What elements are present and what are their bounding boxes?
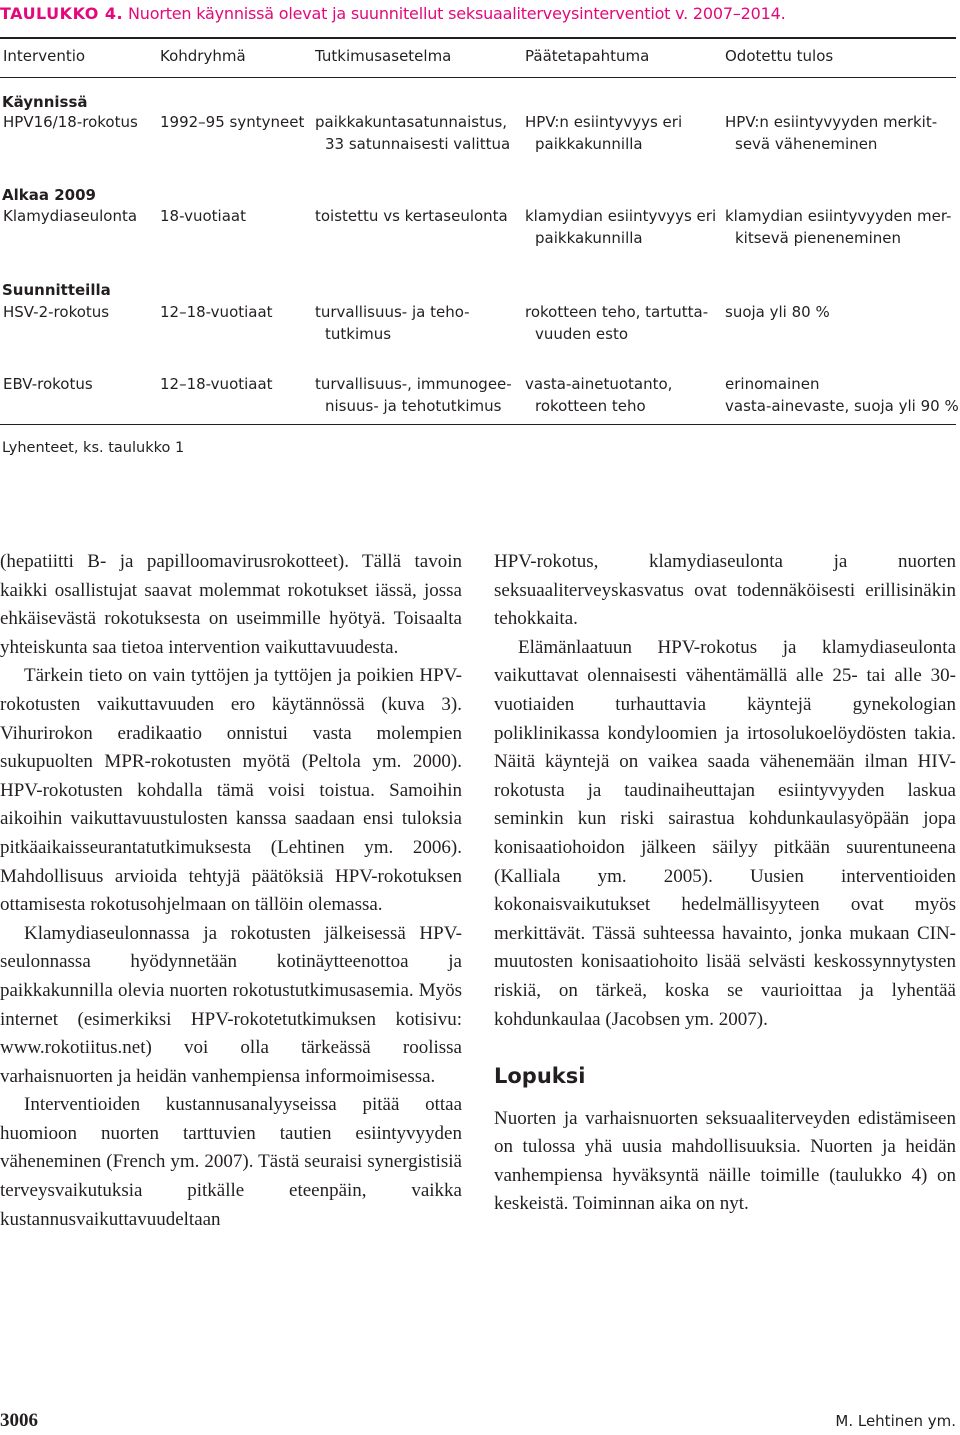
paragraph: Klamydiaseulonnassa ja rokotusten jälkeisessä HPV-seulonnassa hyödynnetään kotinäytteenottoa ja paikkakunnilla olevia nuorten rokotustutkimusasemia. Myös internet (esimerkiksi HPV-rokotetutkimuksen kotisivu: www.rokotiitus.net) voi olla tärkeässä roolissa varhaisnuorten ja heidän vanhempiensa informoimisessa. [0, 922, 462, 1087]
body-column-right [494, 548, 956, 1219]
table-cell: klamydian esiintyvyys eri paikkakunnilla [525, 207, 717, 247]
table-top-rule [0, 37, 956, 39]
group-title: Suunnitteilla [2, 281, 111, 299]
table-footnote: Lyhenteet, ks. taulukko 1 [2, 440, 185, 456]
table-cell: toistettu vs kertaseulonta [315, 207, 508, 225]
table-cell: Klamydiaseulonta [3, 207, 138, 225]
table-caption-label: TAULUKKO 4. [0, 4, 124, 23]
body-column-left [0, 548, 462, 1234]
header-interventio: Interventio [3, 47, 86, 65]
running-author: M. Lehtinen ym. [835, 1412, 956, 1430]
table-cell: suoja yli 80 % [725, 303, 830, 321]
table-cell: HPV:n esiintyvyys eri paikkakunnilla [525, 113, 683, 153]
table-cell: paikkakuntasatunnaistus, 33 satunnaisesti valittua [315, 113, 511, 153]
section-heading: Lopuksi [494, 1064, 586, 1089]
paragraph: (hepatiitti B- ja papilloomavirusrokotteet). Tällä tavoin kaikki osallistujat saavat molemmat rokotukset iässä, jossa ehkäisevästä rokotuksesta on useimmille hyötyä. Toisaalta yhteiskunta saa tietoa intervention vaikuttavuudesta. [0, 551, 462, 658]
table-cell: 12–18-vuotiaat [160, 375, 273, 393]
table-header-rule [0, 77, 956, 78]
table-bottom-rule [0, 424, 956, 425]
table-cell: erinomainen vasta-ainevaste, suoja yli 90 % [725, 375, 959, 415]
table-cell: HPV16/18-rokotus [3, 113, 138, 131]
table-cell: turvallisuus-, immunogee- nisuus- ja tehotutkimus [315, 375, 512, 415]
paragraph: Tärkein tieto on vain tyttöjen ja tyttöjen ja poikien HPV-rokotusten vaikuttavuuden ero käytännössä (kuva 3). Vihurirokon eradikaatio onnistui vasta molempien sukupuolten MPR-rokotusten myötä (Peltola ym. 2000). HPV-rokotusten kohdalla tämä voisi toistua. Samoihin aikoihin vaikuttavuustulosten kanssa saadaan ensi tuloksia pitkäaikaisseurantatutkimuksesta (Lehtinen ym. 2006). Mahdollisuus arvioida tehtyjä päätöksiä HPV-rokotuksen ottamisesta rokotusohjelmaan on tällöin olemassa. [0, 665, 462, 916]
table-cell: EBV-rokotus [3, 375, 93, 393]
table-cell: 12–18-vuotiaat [160, 303, 273, 321]
table-cell: HSV-2-rokotus [3, 303, 110, 321]
table-cell: turvallisuus- ja teho- tutkimus [315, 303, 470, 343]
table-cell: 1992–95 syntyneet [160, 113, 305, 131]
table-cell: rokotteen teho, tartutta- vuuden esto [525, 303, 709, 343]
table-cell: 18-vuotiaat [160, 207, 246, 225]
paragraph: HPV-rokotus, klamydiaseulonta ja nuorten seksuaaliterveyskasvatus ovat todennäköisesti erillisinäkin tehokkaita. [494, 551, 956, 630]
header-tutkimusasetelma: Tutkimusasetelma [315, 47, 452, 65]
header-kohderyhma: Kohdryhmä [160, 47, 246, 65]
paragraph: Interventioiden kustannusanalyyseissa pitää ottaa huomioon nuorten tarttuvien tautien esiintyvyyden väheneminen (French ym. 2007). Tästä seuraisi synergistisiä terveysvaikutuksia pitkälle eteenpäin, vaikka kustannusvaikuttavuudeltaan [0, 1094, 462, 1230]
table-caption-text: Nuorten käynnissä olevat ja suunnitellut seksuaaliterveysinterventiot v. 2007–2014. [123, 4, 786, 23]
paragraph: Elämänlaatuun HPV-rokotus ja klamydiaseulonta vaikuttavat olennaisesti vähentämällä alle 25- tai alle 30-vuotiaiden turhauttavia käyntejä gynekologian poliklinikassa kondyloomien ja irtosolukoelöydösten takia. Näitä käyntejä on vaikea saada vähenemään ilman HIV-rokotusta ja taudinaiheuttajan esiintyvyyden laskua seminkin kun riski sairastua kohdunkaulasyöpään jopa konisaatiohoidon jälkeen säilyy pitkään suurentuneena (Kalliala ym. 2005). Uusien interventioiden kokonaisvaikutukset hedelmällisyyteen ovat myös merkittävät. Tässä suhteessa havainto, jonka mukaan CIN-muutosten konisaatiohoito lisää selvästi keskossynnytysten riskiä, on tärkeä, koska se vaurioittaa ja lyhentää kohdunkaulaa (Jacobsen ym. 2007). [494, 636, 956, 1030]
header-odotettu-tulos: Odotettu tulos [725, 47, 834, 65]
table-cell: HPV:n esiintyvyyden merkit- sevä väheneminen [725, 113, 938, 153]
group-title: Alkaa 2009 [2, 186, 96, 204]
table-cell: vasta-ainetuotanto, rokotteen teho [525, 375, 673, 415]
page-number: 3006 [0, 1410, 38, 1431]
group-title: Käynnissä [2, 93, 88, 111]
header-paatetapahtuma: Päätetapahtuma [525, 47, 650, 65]
paragraph: Nuorten ja varhaisnuorten seksuaaliterveyden edistämiseen on tulossa yhä uusia mahdollisuuksia. Nuorten ja heidän vanhempiensa hyväksyntä näille toimille (taulukko 4) on keskeistä. Toiminnan aika on nyt. [494, 1107, 956, 1215]
table-cell: klamydian esiintyvyyden mer- kitsevä pieneneminen [725, 207, 952, 247]
table-caption [0, 4, 785, 23]
